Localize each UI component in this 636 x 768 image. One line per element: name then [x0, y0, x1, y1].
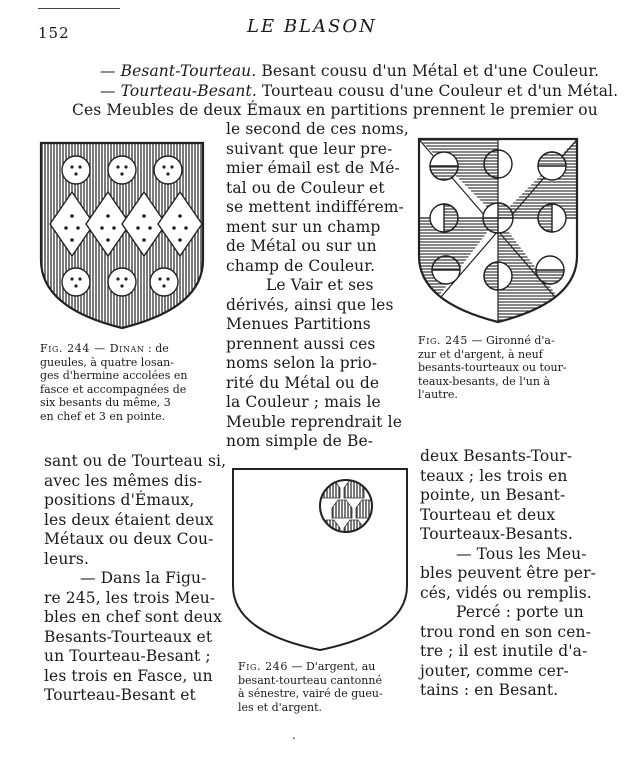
text-line: dérivés, ainsi que les — [226, 295, 394, 314]
text-line: Percé : porte un — [456, 603, 584, 621]
caption-text: l'autre. — [418, 388, 458, 402]
text-line: tains : en Besant. — [420, 681, 559, 699]
text-line: trou rond en son cen- — [420, 622, 591, 641]
text-line: se mettent indifférem- — [226, 198, 404, 216]
text-line: leurs. — [44, 549, 90, 568]
left-column — [44, 452, 227, 706]
fig-245-shield — [416, 136, 580, 326]
caption-text: : de — [148, 342, 169, 355]
intro-line-1 — [100, 62, 618, 82]
caption-fig-246 — [238, 660, 410, 714]
caption-text: — Gironné d'a- — [471, 334, 555, 347]
text-line: cés, vidés ou remplis. — [420, 583, 592, 602]
text-line: Menues Partitions — [226, 315, 371, 333]
text-line: Besants-Tourteaux et — [44, 627, 213, 646]
text-line: positions d'Émaux, — [44, 491, 195, 509]
text-line: les deux étaient deux — [44, 510, 214, 529]
caption-fig-244 — [40, 342, 222, 424]
caption-text: les et d'argent. — [238, 700, 323, 714]
intro-line-2 — [100, 82, 618, 102]
term-tourteau-besant: — Tourteau-Besant. — [100, 81, 257, 100]
fig-244-shield — [38, 140, 206, 332]
caption-label: Fig. 244 — Dinan — [40, 342, 145, 355]
caption-text: ges d'hermine accolées en — [40, 369, 188, 383]
caption-label: Fig. 245 — [418, 334, 468, 347]
text-line: tal ou de Couleur et — [226, 178, 385, 197]
text-line: jouter, comme cer- — [420, 661, 569, 680]
text-line: nom simple de Be- — [226, 432, 374, 450]
caption-text: fasce et accompagnées de — [40, 382, 187, 396]
text-line: noms selon la prio- — [226, 354, 378, 372]
caption-text: teaux-besants, de l'un à — [418, 374, 551, 388]
caption-text: besants-tourteaux ou tour- — [418, 361, 567, 375]
caption-text: en chef et 3 en pointe. — [40, 409, 166, 423]
text-line: ment sur un champ — [226, 217, 381, 236]
text-line: tre ; il est inutile d'a- — [420, 642, 588, 660]
text-line: Tourteaux-Besants. — [420, 525, 573, 543]
footer-mark: . — [292, 728, 296, 742]
running-title: LE BLASON — [247, 16, 377, 37]
text-line: avec les mêmes dis- — [44, 471, 203, 490]
caption-text: six besants du même, 3 — [40, 396, 171, 410]
text-line: sant ou de Tourteau si, — [44, 452, 227, 470]
text-line: de Métal ou sur un — [226, 237, 377, 255]
caption-text: à sénestre, vairé de gueu- — [238, 687, 383, 701]
text-line: un Tourteau-Besant ; — [44, 647, 211, 665]
right-column — [420, 447, 595, 701]
caption-text: zur et d'argent, à neuf — [418, 347, 543, 361]
intro-line-2-text: Tourteau cousu d'une Couleur et d'un Métal. — [256, 81, 619, 100]
text-line: rité du Métal ou de — [226, 373, 380, 392]
fig-246-shield — [230, 466, 410, 654]
text-line: — Dans la Figu- — [80, 569, 207, 587]
text-line: bles en chef sont deux — [44, 608, 222, 626]
page-number: 152 — [38, 24, 70, 42]
text-line: champ de Couleur. — [226, 256, 376, 275]
text-line: bles peuvent être per- — [420, 564, 596, 582]
intro-line-3: Ces Meubles de deux Émaux en partitions prennent le premier ou — [72, 101, 598, 119]
text-line: Tourteau et deux — [420, 505, 556, 524]
text-line: teaux ; les trois en — [420, 466, 568, 485]
text-line: Meuble reprendrait le — [226, 412, 402, 431]
text-line: le second de ces noms, — [226, 120, 409, 138]
text-line: prennent aussi ces — [226, 334, 376, 353]
text-line: mier émail est de Mé- — [226, 159, 400, 177]
text-line: Tourteau-Besant et — [44, 686, 196, 704]
text-line: — Tous les Meu- — [456, 544, 587, 563]
caption-label: Fig. 246 — [238, 660, 288, 673]
caption-text: gueules, à quatre losan- — [40, 355, 174, 369]
text-line: Le Vair et ses — [266, 276, 374, 294]
caption-text: besant-tourteau cantonné — [238, 673, 382, 687]
caption-text: — D'argent, au — [291, 660, 376, 673]
intro-paragraph — [72, 62, 619, 121]
top-rule — [38, 8, 120, 9]
text-line: la Couleur ; mais le — [226, 393, 381, 411]
text-line: suivant que leur pre- — [226, 139, 393, 158]
term-besant-tourteau: — Besant-Tourteau. — [100, 62, 257, 80]
intro-line-1-text: Besant cousu d'un Métal et d'une Couleur. — [256, 62, 600, 80]
text-line: deux Besants-Tour- — [420, 447, 573, 465]
middle-column — [226, 120, 418, 452]
text-line: les trois en Fasce, un — [44, 666, 213, 685]
text-line: Métaux ou deux Cou- — [44, 530, 214, 548]
text-line: pointe, un Besant- — [420, 486, 566, 504]
text-line: re 245, les trois Meu- — [44, 588, 216, 607]
caption-fig-245 — [418, 334, 594, 402]
